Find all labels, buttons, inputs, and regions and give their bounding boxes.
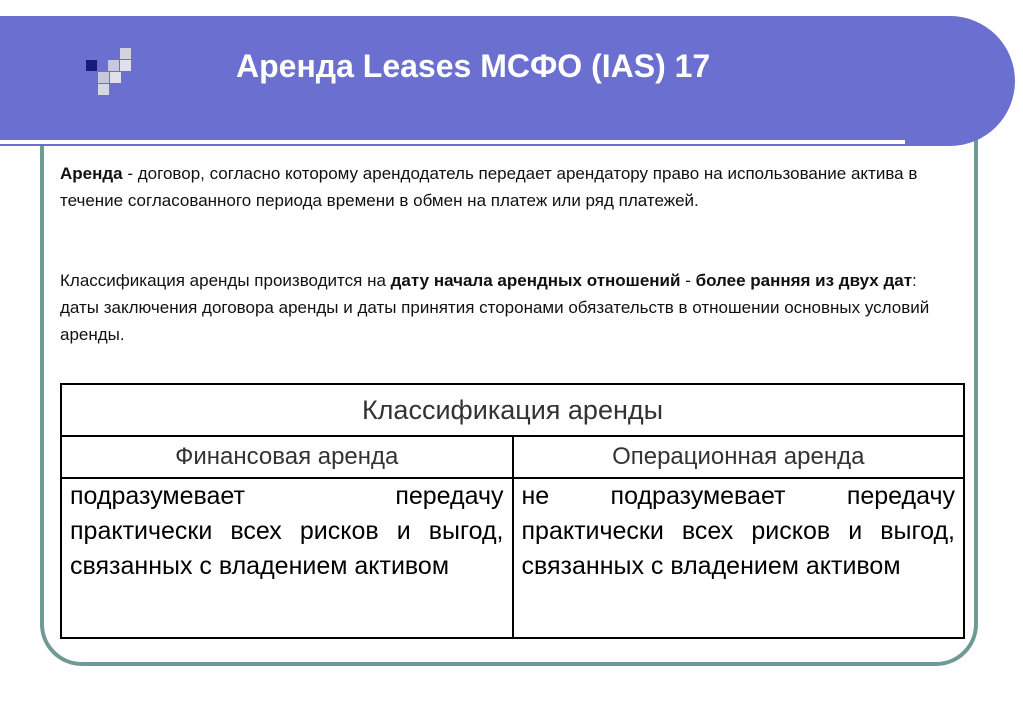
earlier-date-emphasis: более ранняя из двух дат [695, 271, 913, 290]
table-title: Классификация аренды [61, 384, 964, 436]
lease-classification-table [60, 383, 965, 639]
definition-text: - договор, согласно которому арендодатель передает арендатору право на использование актива в течение согласованного периода времени в обмен на платеж или ряд платежей. [60, 164, 918, 210]
classification-date-emphasis: дату начала арендных отношений [390, 271, 681, 290]
operating-lease-description: не подразумевает передачу практически всех рисков и выгод, связанных с владением активом [513, 478, 965, 638]
column-header-operating-lease: Операционная аренда [513, 436, 965, 478]
column-header-finance-lease: Финансовая аренда [61, 436, 513, 478]
page-title: Аренда Leases МСФО (IAS) 17 [236, 48, 711, 84]
title-banner [0, 16, 1015, 146]
classification-note-dash: - [680, 271, 696, 290]
definition-term: Аренда [60, 164, 123, 183]
finance-lease-description: подразумевает передачу практически всех рисков и выгод, связанных с владением активом [61, 478, 513, 638]
classification-note [60, 267, 950, 348]
squares-logo-icon [86, 48, 142, 104]
title-underline [0, 140, 905, 144]
lease-definition [60, 160, 950, 214]
classification-note-text: Классификация аренды производится на [60, 271, 391, 290]
classification-note-tail: : даты заключения договора аренды и даты принятия сторонами обязательств в отношении основных условий аренды. [60, 271, 930, 344]
